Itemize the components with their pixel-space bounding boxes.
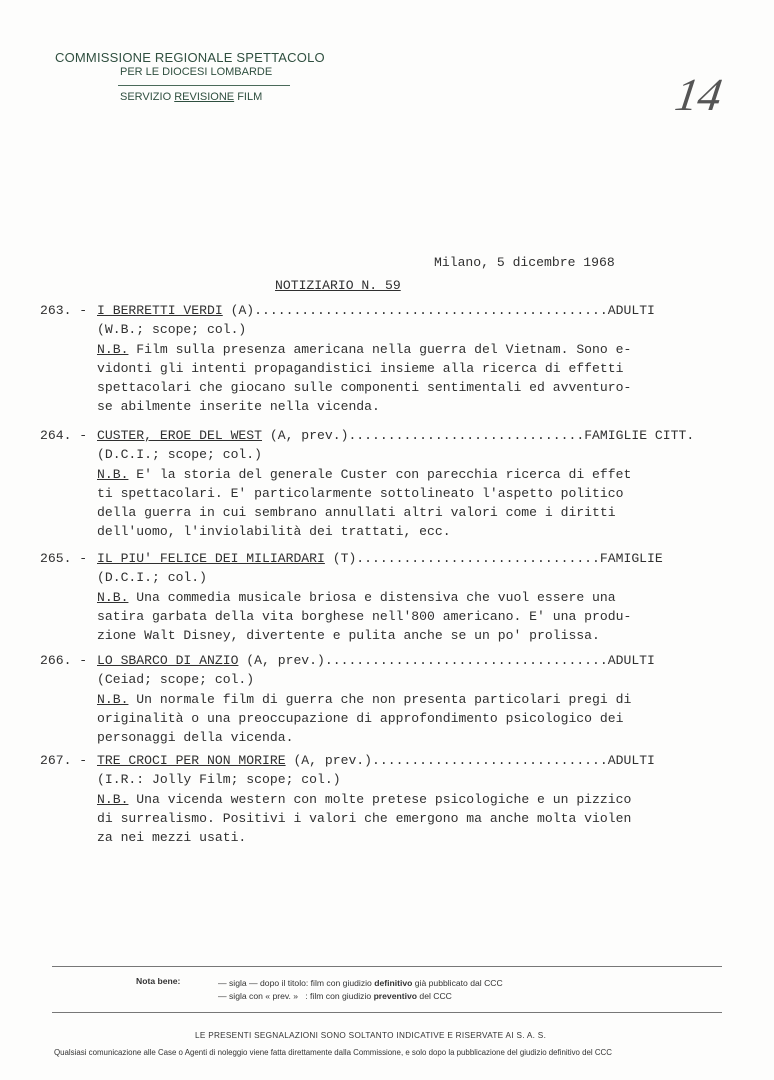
- nb-label: N.B.: [97, 342, 129, 357]
- film-note-line: dell'uomo, l'inviolabilità dei trattati, ecc.: [97, 524, 451, 539]
- film-title: CUSTER, EROE DEL WEST: [97, 428, 263, 443]
- nb-label: N.B.: [97, 590, 129, 605]
- film-classification: (A).............................................: [222, 303, 608, 318]
- footer-divider: [52, 966, 722, 967]
- entry-title-line: [97, 302, 655, 320]
- footer-divider: [52, 1012, 722, 1013]
- film-note-line: N.B. Una commedia musicale briosa e distensiva che vuol essere una: [97, 590, 616, 605]
- film-note-line: zione Walt Disney, divertente e pulita anche se un po' prolissa.: [97, 628, 600, 643]
- film-classification: (T)...............................: [324, 551, 600, 566]
- film-note-line: della guerra in cui sembrano annullati altri valori come i diritti: [97, 505, 616, 520]
- film-title: LO SBARCO DI ANZIO: [97, 653, 239, 668]
- film-rating: ADULTI: [607, 653, 655, 668]
- film-note-line: N.B. E' la storia del generale Custer con parecchia ricerca di effet: [97, 467, 632, 482]
- film-title: IL PIU' FELICE DEI MILIARDARI: [97, 551, 325, 566]
- film-distribution: (W.B.; scope; col.): [97, 322, 247, 337]
- legend-preventivo: — sigla con « prev. » : film con giudizio preventivo del CCC: [218, 991, 452, 1001]
- film-note-line: N.B. Un normale film di guerra che non presenta particolari pregi di: [97, 692, 632, 707]
- letterhead-organization: COMMISSIONE REGIONALE SPETTACOLO: [55, 50, 325, 65]
- nb-label: N.B.: [97, 692, 129, 707]
- entry-number: 267. -: [40, 753, 88, 768]
- letterhead-service: SERVIZIO REVISIONE FILM: [120, 91, 263, 103]
- entry-title-line: [97, 652, 655, 670]
- footer-disclaimer: Qualsiasi comunicazione alle Case o Agenti di noleggio viene fatta direttamente dalla Commissione, e solo dopo la pubblicazione del giudizio definitivo del CCC: [54, 1048, 612, 1057]
- film-distribution: (I.R.: Jolly Film; scope; col.): [97, 772, 341, 787]
- film-note-line: za nei mezzi usati.: [97, 830, 247, 845]
- film-classification: (A, prev.)....................................: [238, 653, 608, 668]
- film-title: TRE CROCI PER NON MORIRE: [97, 753, 286, 768]
- handwritten-page-number: 14: [667, 69, 731, 120]
- film-distribution: (Ceiad; scope; col.): [97, 672, 255, 687]
- film-rating: FAMIGLIE CITT.: [584, 428, 695, 443]
- film-classification: (A, prev.)..............................: [262, 428, 585, 443]
- entry-title-line: [97, 427, 694, 445]
- nb-label: N.B.: [97, 467, 129, 482]
- letterhead-subtitle: PER LE DIOCESI LOMBARDE: [120, 66, 273, 78]
- nb-label: N.B.: [97, 792, 129, 807]
- film-note-line: di surrealismo. Positivi i valori che emergono ma anche molta violen: [97, 811, 632, 826]
- film-distribution: (D.C.I.; scope; col.): [97, 447, 263, 462]
- film-classification: (A, prev.)..............................: [285, 753, 608, 768]
- film-rating: FAMIGLIE: [599, 551, 663, 566]
- entry-title-line: [97, 550, 663, 568]
- film-note-line: se abilmente inserite nella vicenda.: [97, 399, 380, 414]
- entry-number: 264. -: [40, 428, 88, 443]
- film-rating: ADULTI: [607, 753, 655, 768]
- film-note-line: personaggi della vicenda.: [97, 730, 294, 745]
- letterhead-divider: [118, 85, 290, 86]
- film-distribution: (D.C.I.; col.): [97, 570, 208, 585]
- film-note-line: originalità o una preoccupazione di approfondimento psicologico dei: [97, 711, 624, 726]
- film-note-line: ti spettacolari. E' particolarmente sottolineato l'aspetto politico: [97, 486, 624, 501]
- footer-notice: LE PRESENTI SEGNALAZIONI SONO SOLTANTO INDICATIVE E RISERVATE AI S. A. S.: [195, 1031, 547, 1040]
- nota-bene-label: Nota bene:: [136, 976, 181, 986]
- film-note-line: N.B. Film sulla presenza americana nella guerra del Vietnam. Sono e-: [97, 342, 632, 357]
- entry-number: 265. -: [40, 551, 88, 566]
- film-note-line: N.B. Una vicenda western con molte pretese psicologiche e un pizzico: [97, 792, 632, 807]
- entry-number: 266. -: [40, 653, 88, 668]
- film-note-line: satira garbata della vita borghese nell'800 americano. E' una produ-: [97, 609, 632, 624]
- document-heading: NOTIZIARIO N. 59: [275, 278, 401, 293]
- entry-number: 263. -: [40, 303, 88, 318]
- film-rating: ADULTI: [607, 303, 655, 318]
- entry-title-line: [97, 752, 655, 770]
- document-date: Milano, 5 dicembre 1968: [434, 255, 615, 270]
- film-note-line: spettacolari che giocano sulle componenti sentimentali ed avventuro-: [97, 380, 632, 395]
- film-note-line: vidonti gli intenti propagandistici insieme alla ricerca di effetti: [97, 361, 624, 376]
- legend-definitivo: — sigla — dopo il titolo: film con giudizio definitivo già pubblicato dal CCC: [218, 978, 503, 988]
- film-title: I BERRETTI VERDI: [97, 303, 223, 318]
